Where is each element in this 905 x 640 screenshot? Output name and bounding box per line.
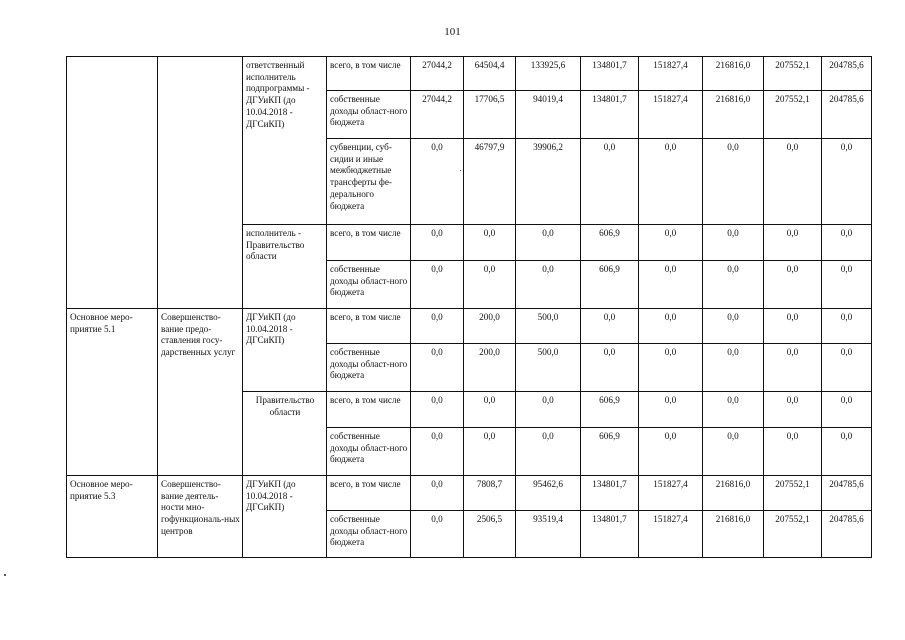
value-cell: 95462,6 — [516, 476, 581, 511]
executor-cell: Правительство области — [243, 392, 327, 476]
value-cell: 207552,1 — [764, 511, 822, 558]
budget-table — [66, 56, 872, 558]
value-cell: 64504,4 — [464, 57, 516, 91]
value-cell: 204785,6 — [822, 91, 872, 139]
scan-artifact — [4, 574, 6, 576]
value-cell: 216816,0 — [703, 91, 764, 139]
funding-source-cell: собственные доходы област-ного бюджета — [327, 344, 411, 392]
value-cell: 0,0 — [764, 225, 822, 261]
table-row — [67, 57, 872, 91]
value-cell: 0,0 — [822, 392, 872, 428]
value-cell: 0,0 — [411, 261, 464, 309]
value-cell: 94019,4 — [516, 91, 581, 139]
value-cell: 0,0 — [581, 344, 639, 392]
value-cell: 27044,2 — [411, 57, 464, 91]
value-cell: 0,0 — [703, 261, 764, 309]
value-cell: 151827,4 — [639, 91, 703, 139]
value-cell: 0,0 — [411, 511, 464, 558]
value-cell: 17706,5 — [464, 91, 516, 139]
value-cell: 0,0 — [764, 139, 822, 225]
funding-source-cell: всего, в том числе — [327, 225, 411, 261]
activity-name-cell — [158, 57, 243, 309]
value-cell: 27044,2 — [411, 91, 464, 139]
value-cell: 2506,5 — [464, 511, 516, 558]
value-cell: 0,0 — [581, 309, 639, 344]
value-cell: 0,0 — [639, 261, 703, 309]
funding-source-cell: всего, в том числе — [327, 476, 411, 511]
value-cell: 0,0 — [703, 309, 764, 344]
table-row — [67, 476, 872, 511]
activity-cell: Основное меро-приятие 5.1 — [67, 309, 158, 476]
value-cell: 151827,4 — [639, 57, 703, 91]
executor-cell: исполнитель - Правительство области — [243, 225, 327, 309]
value-cell: 207552,1 — [764, 91, 822, 139]
value-cell: 0,0 — [639, 139, 703, 225]
value-cell: 134801,7 — [581, 57, 639, 91]
value-cell: 0,0 — [411, 309, 464, 344]
value-cell: 0,0 — [703, 344, 764, 392]
value-cell: 0,0 — [411, 476, 464, 511]
value-cell: 606,9 — [581, 261, 639, 309]
value-cell: 134801,7 — [581, 91, 639, 139]
value-cell: 0,0 — [639, 392, 703, 428]
value-cell: 204785,6 — [822, 511, 872, 558]
value-cell: 207552,1 — [764, 476, 822, 511]
value-cell: 151827,4 — [639, 511, 703, 558]
value-cell: 0,0 — [411, 392, 464, 428]
value-cell: 606,9 — [581, 428, 639, 476]
activity-cell — [67, 57, 158, 309]
value-cell: 0,0 — [822, 139, 872, 225]
value-cell: 0,0 — [703, 428, 764, 476]
value-cell: 0,0 — [703, 139, 764, 225]
funding-source-cell: всего, в том числе — [327, 309, 411, 344]
value-cell: 606,9 — [581, 392, 639, 428]
value-cell: 0,0 — [764, 344, 822, 392]
value-cell: 216816,0 — [703, 57, 764, 91]
value-cell: 500,0 — [516, 309, 581, 344]
value-cell: 46797,9 — [464, 139, 516, 225]
value-cell: 204785,6 — [822, 57, 872, 91]
value-cell: 0,0 — [411, 428, 464, 476]
value-cell: 0,0 — [464, 225, 516, 261]
value-cell: 216816,0 — [703, 476, 764, 511]
page-number: 101 — [444, 26, 461, 38]
value-cell: 0,0 — [822, 344, 872, 392]
funding-source-cell: субвенции, суб-сидии и иные межбюджетные трансферты фе-дерального бюджета — [327, 139, 411, 225]
funding-source-cell: собственные доходы област-ного бюджета — [327, 511, 411, 558]
funding-source-cell: собственные доходы област-ного бюджета — [327, 428, 411, 476]
value-cell: 0,0 — [464, 392, 516, 428]
value-cell: 134801,7 — [581, 511, 639, 558]
value-cell: 216816,0 — [703, 511, 764, 558]
value-cell: 0,0 — [516, 261, 581, 309]
activity-cell: Основное меро-приятие 5.3 — [67, 476, 158, 558]
value-cell: 0,0 — [822, 309, 872, 344]
value-cell: 0,0 — [822, 428, 872, 476]
funding-source-cell: собственные доходы област-ного бюджета — [327, 261, 411, 309]
activity-name-cell: Совершенство-вание деятель-ности мно-гофункциональ-ных центров — [158, 476, 243, 558]
value-cell: 0,0 — [411, 139, 464, 225]
scan-artifact — [460, 170, 461, 171]
value-cell: 207552,1 — [764, 57, 822, 91]
value-cell: 200,0 — [464, 309, 516, 344]
value-cell: 0,0 — [639, 344, 703, 392]
value-cell: 0,0 — [516, 225, 581, 261]
value-cell: 0,0 — [703, 392, 764, 428]
value-cell: 151827,4 — [639, 476, 703, 511]
funding-source-cell: всего, в том числе — [327, 392, 411, 428]
funding-source-cell: собственные доходы област-ного бюджета — [327, 91, 411, 139]
value-cell: 0,0 — [639, 225, 703, 261]
table-row — [67, 309, 872, 344]
value-cell: 0,0 — [703, 225, 764, 261]
value-cell: 0,0 — [764, 428, 822, 476]
value-cell: 0,0 — [411, 225, 464, 261]
value-cell: 0,0 — [464, 428, 516, 476]
value-cell: 134801,7 — [581, 476, 639, 511]
funding-source-cell: всего, в том числе — [327, 57, 411, 91]
value-cell: 204785,6 — [822, 476, 872, 511]
value-cell: 0,0 — [516, 428, 581, 476]
value-cell: 0,0 — [516, 392, 581, 428]
value-cell: 0,0 — [764, 392, 822, 428]
value-cell: 0,0 — [464, 261, 516, 309]
value-cell: 39906,2 — [516, 139, 581, 225]
executor-cell: ДГУиКП (до 10.04.2018 - ДГСиКП) — [243, 309, 327, 392]
value-cell: 0,0 — [822, 261, 872, 309]
value-cell: 500,0 — [516, 344, 581, 392]
value-cell: 0,0 — [764, 309, 822, 344]
value-cell: 0,0 — [639, 309, 703, 344]
value-cell: 200,0 — [464, 344, 516, 392]
value-cell: 0,0 — [639, 428, 703, 476]
executor-cell: ДГУиКП (до 10.04.2018 - ДГСиКП) — [243, 476, 327, 558]
value-cell: 0,0 — [822, 225, 872, 261]
value-cell: 133925,6 — [516, 57, 581, 91]
executor-cell: ответственный исполнитель подпрограммы - ДГУиКП (до 10.04.2018 - ДГСиКП) — [243, 57, 327, 225]
value-cell: 0,0 — [581, 139, 639, 225]
value-cell: 0,0 — [411, 344, 464, 392]
activity-name-cell: Совершенство-вание предо-ставления госу-дарственных услуг — [158, 309, 243, 476]
value-cell: 7808,7 — [464, 476, 516, 511]
value-cell: 0,0 — [764, 261, 822, 309]
value-cell: 93519,4 — [516, 511, 581, 558]
value-cell: 606,9 — [581, 225, 639, 261]
